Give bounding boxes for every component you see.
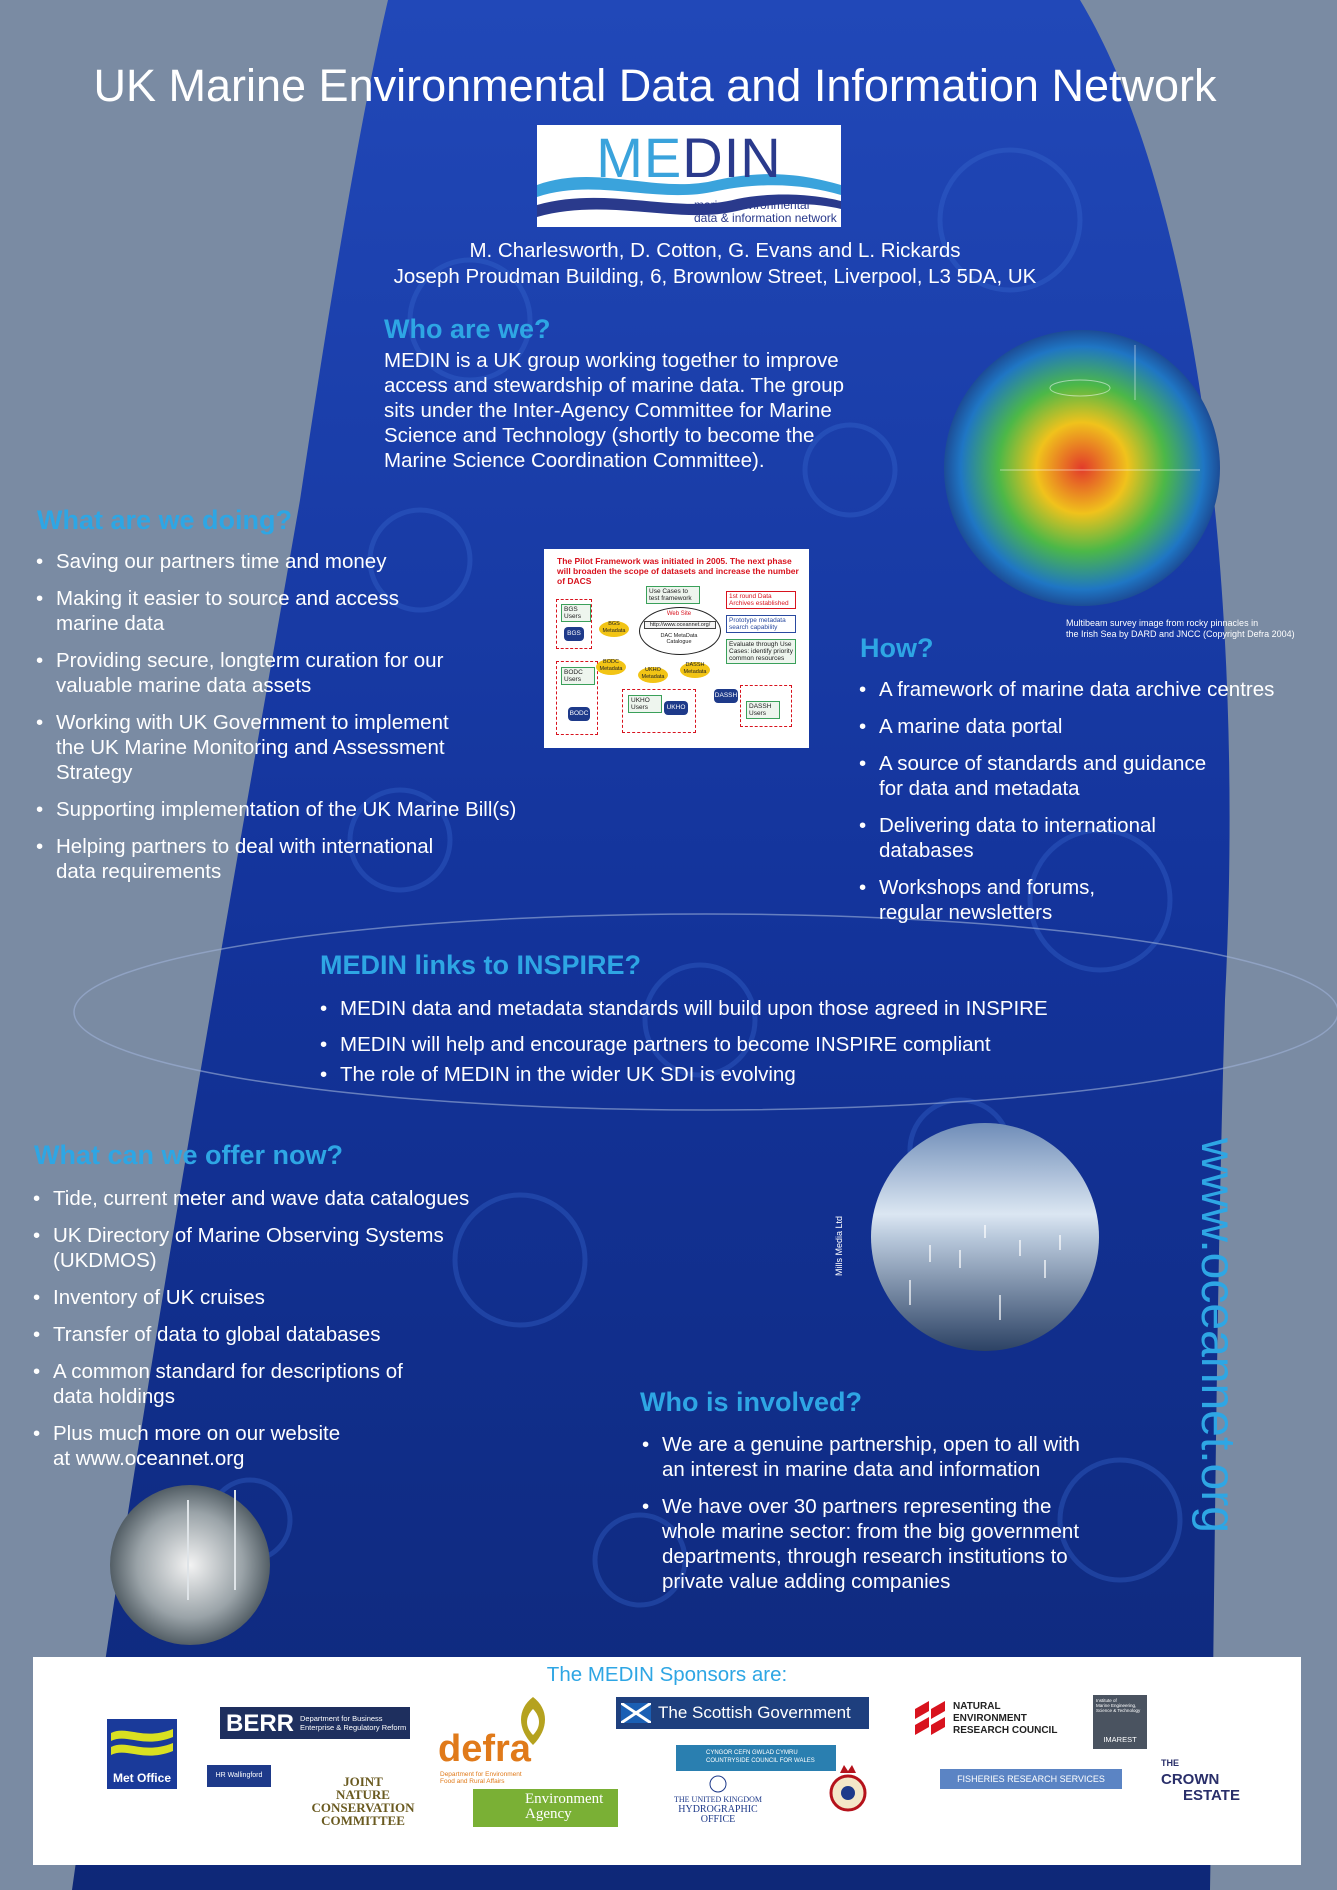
diagram-round-archives: 1st round Data Archives established bbox=[726, 591, 796, 609]
ukho-crest-icon bbox=[708, 1775, 728, 1793]
berr-logo bbox=[220, 1707, 410, 1739]
list-item-line: • Saving our partners time and money bbox=[56, 550, 387, 573]
who-are-we-body bbox=[384, 348, 844, 473]
diagram-web-site: Web Site bbox=[666, 611, 692, 617]
list-item-line: • Delivering data to international bbox=[879, 814, 1156, 837]
who-are-we-line: Science and Technology (shortly to become the bbox=[384, 424, 815, 447]
list-item-line: • UK Directory of Marine Observing Systems bbox=[53, 1224, 444, 1247]
defra-logo bbox=[438, 1695, 558, 1785]
list-item bbox=[857, 751, 1317, 801]
ukho-line: THE UNITED KINGDOM bbox=[674, 1795, 762, 1804]
sponsors-panel bbox=[33, 1657, 1301, 1865]
list-item-line: • Inventory of UK cruises bbox=[53, 1286, 265, 1309]
logo-din: DIN bbox=[682, 126, 782, 189]
diagram-bgs-metadata: BGS Metadata bbox=[599, 621, 629, 637]
list-item-line: whole marine sector: from the big government bbox=[662, 1520, 1080, 1543]
list-item bbox=[34, 797, 574, 822]
who-are-we-line: MEDIN is a UK group working together to improve bbox=[384, 349, 839, 372]
scottish-government-label: The Scottish Government bbox=[658, 1703, 851, 1722]
nerc-line: ENVIRONMENT bbox=[953, 1713, 1027, 1724]
list-item bbox=[640, 1432, 1200, 1482]
list-item-line: • Helping partners to deal with international bbox=[56, 835, 434, 858]
defra-label: defra bbox=[438, 1728, 531, 1770]
imarest-line: Science & Technology bbox=[1096, 1708, 1141, 1713]
multibeam-caption bbox=[1066, 618, 1295, 640]
environment-agency-label bbox=[525, 1792, 603, 1822]
offer-list bbox=[31, 1186, 571, 1483]
list-item-line: • Transfer of data to global databases bbox=[53, 1323, 381, 1346]
list-item-line: at www.oceannet.org bbox=[53, 1447, 245, 1470]
wave-icon bbox=[107, 1719, 177, 1769]
jncc-line: JOINT bbox=[343, 1774, 383, 1789]
diagram-bgs: BGS bbox=[564, 627, 584, 641]
ccw-logo: CYNGOR CEFN GWLAD CYMRU COUNTRYSIDE COUNCIL FOR WALES bbox=[676, 1745, 836, 1771]
list-item bbox=[31, 1421, 571, 1471]
royal-navy-crest bbox=[828, 1763, 868, 1813]
jncc-line: CONSERVATION bbox=[311, 1800, 415, 1815]
berr-sub-line: Department for Business bbox=[300, 1714, 383, 1723]
list-item: • The role of MEDIN in the wider UK SDI is evolving bbox=[318, 1062, 1198, 1087]
list-item-line: (UKDMOS) bbox=[53, 1249, 157, 1272]
involved-heading: Who is involved? bbox=[640, 1387, 863, 1417]
list-item-line: an interest in marine data and information bbox=[662, 1458, 1041, 1481]
windfarm-credit: Mills Media Ltd bbox=[834, 1215, 844, 1276]
author-address: Joseph Proudman Building, 6, Brownlow Street, Liverpool, L3 5DA, UK bbox=[393, 265, 1037, 288]
multibeam-caption-line2: the Irish Sea by DARD and JNCC (Copyright Defra 2004) bbox=[1066, 629, 1295, 639]
list-item bbox=[34, 834, 574, 884]
diagram-bgs-users: BGS Users bbox=[561, 604, 591, 622]
involved-list bbox=[640, 1432, 1200, 1606]
diagram-bodc: BODC bbox=[568, 707, 590, 721]
list-item-line: • A framework of marine data archive centres bbox=[879, 678, 1275, 701]
defra-sub-line: Department for Environment bbox=[440, 1771, 522, 1778]
who-are-we-heading: Who are we? bbox=[384, 314, 551, 344]
nerc-line: RESEARCH COUNCIL bbox=[953, 1725, 1058, 1736]
imarest-label: IMAREST bbox=[1103, 1735, 1137, 1744]
diagram-ukho-users: UKHO Users bbox=[628, 695, 662, 713]
how-list bbox=[857, 677, 1317, 937]
list-item-line: • Working with UK Government to implement bbox=[56, 711, 449, 734]
list-item-line: • A common standard for descriptions of bbox=[53, 1360, 403, 1383]
what-doing-heading: What are we doing? bbox=[37, 505, 293, 535]
nerc-line: NATURAL bbox=[953, 1701, 1001, 1712]
sponsors-title: The MEDIN Sponsors are: bbox=[546, 1663, 788, 1686]
berr-sub-line: Enterprise & Regulatory Reform bbox=[300, 1723, 407, 1732]
nerc-logo bbox=[913, 1699, 1063, 1749]
diagram-title: The Pilot Framework was initiated in 2005. The next phase will broaden the scope of datasets and increase the number of DACS bbox=[557, 556, 799, 586]
list-item bbox=[31, 1223, 571, 1273]
multibeam-caption-line1: Multibeam survey image from rocky pinnacles in bbox=[1066, 618, 1259, 628]
list-item bbox=[31, 1285, 571, 1310]
berr-subtitle bbox=[300, 1714, 406, 1732]
list-item-line: • Tide, current meter and wave data catalogues bbox=[53, 1187, 470, 1210]
environment-agency-logo bbox=[473, 1789, 618, 1827]
page-title: UK Marine Environmental Data and Information Network bbox=[93, 60, 1217, 111]
list-item-line: the UK Marine Monitoring and Assessment bbox=[56, 736, 445, 759]
list-item-line: private value adding companies bbox=[662, 1570, 951, 1593]
list-item-line: for data and metadata bbox=[879, 777, 1080, 800]
list-item-line: • Plus much more on our website bbox=[53, 1422, 341, 1445]
list-item-line: • Supporting implementation of the UK Marine Bill(s) bbox=[56, 798, 517, 821]
authors-block bbox=[0, 238, 1337, 290]
what-doing-list bbox=[34, 549, 574, 896]
list-item bbox=[857, 875, 1317, 925]
jncc-logo bbox=[308, 1775, 418, 1827]
list-item bbox=[34, 586, 574, 636]
list-item-line: • Making it easier to source and access bbox=[56, 587, 399, 610]
defra-sub-line: Food and Rural Affairs bbox=[440, 1778, 505, 1785]
imarest-line: Marine Engineering, bbox=[1096, 1703, 1137, 1708]
crown-estate-crown: CROWN bbox=[1161, 1771, 1220, 1788]
list-item bbox=[857, 813, 1317, 863]
met-office-label: Met Office bbox=[112, 1771, 171, 1785]
imarest-line: Institute of bbox=[1096, 1698, 1117, 1703]
list-item-line: databases bbox=[879, 839, 974, 862]
crown-estate-logo bbox=[1161, 1753, 1241, 1803]
who-are-we-line: Marine Science Coordination Committee). bbox=[384, 449, 765, 472]
list-item bbox=[857, 714, 1317, 739]
offer-heading: What can we offer now? bbox=[34, 1140, 344, 1170]
list-item-line: • A source of standards and guidance bbox=[879, 752, 1207, 775]
website-url[interactable]: www.oceannet.org bbox=[1191, 1138, 1244, 1533]
ukho-line: HYDROGRAPHIC OFFICE bbox=[678, 1804, 758, 1825]
list-item-line: data holdings bbox=[53, 1385, 175, 1408]
list-item-line: regular newsletters bbox=[879, 901, 1053, 924]
diagram-bodc-metadata: BODC Metadata bbox=[596, 659, 626, 675]
list-item-line: data requirements bbox=[56, 860, 222, 883]
diagram-ukho-metadata: UKHO Metadata bbox=[638, 667, 668, 683]
imarest-logo bbox=[1093, 1695, 1147, 1749]
list-item bbox=[34, 549, 574, 574]
hr-wallingford-logo: HR Wallingford bbox=[207, 1765, 271, 1787]
ea-line: Agency bbox=[525, 1806, 572, 1822]
who-are-we-line: access and stewardship of marine data. The group bbox=[384, 374, 844, 397]
list-item bbox=[31, 1186, 571, 1211]
diagram-prototype: Prototype metadata search capability bbox=[726, 615, 796, 633]
list-item-line: valuable marine data assets bbox=[56, 674, 312, 697]
list-item-line: • We have over 30 partners representing the bbox=[662, 1495, 1052, 1518]
crown-estate-the: THE bbox=[1161, 1758, 1179, 1768]
how-heading: How? bbox=[860, 633, 934, 663]
list-item bbox=[34, 710, 574, 785]
list-item-line: marine data bbox=[56, 612, 165, 635]
who-are-we-line: sits under the Inter-Agency Committee for Marine bbox=[384, 399, 832, 422]
ea-line: Environment bbox=[525, 1791, 604, 1807]
scottish-government-logo bbox=[616, 1697, 869, 1729]
nerc-label bbox=[953, 1701, 1057, 1737]
list-item bbox=[640, 1494, 1200, 1594]
diagram-url: http://www.oceannet.org/ bbox=[644, 621, 716, 629]
list-item-line: • A marine data portal bbox=[879, 715, 1063, 738]
author-names: M. Charlesworth, D. Cotton, G. Evans and L. Rickards bbox=[469, 239, 961, 262]
logo-subtitle-line1: marine environmental bbox=[694, 198, 810, 212]
list-item: • MEDIN data and metadata standards will build upon those agreed in INSPIRE bbox=[318, 996, 1198, 1021]
medin-logo bbox=[537, 125, 841, 227]
pilot-framework-diagram bbox=[544, 549, 809, 748]
jncc-line: NATURE bbox=[336, 1787, 390, 1802]
list-item-line: • Workshops and forums, bbox=[879, 876, 1096, 899]
fisheries-research-services-logo: FISHERIES RESEARCH SERVICES bbox=[940, 1769, 1122, 1789]
inspire-list bbox=[318, 996, 1198, 1099]
diagram-bodc-users: BODC Users bbox=[561, 667, 595, 685]
ukho-logo bbox=[663, 1775, 773, 1825]
list-item: • MEDIN will help and encourage partners to become INSPIRE compliant bbox=[318, 1032, 1198, 1057]
list-item bbox=[857, 677, 1317, 702]
diagram-catalogue: DAC MetaData Catalogue bbox=[660, 633, 698, 645]
logo-subtitle-line2: data & information network bbox=[694, 211, 837, 225]
list-item-line: Strategy bbox=[56, 761, 133, 784]
crest-icon bbox=[828, 1763, 868, 1813]
diagram-dassh-metadata: DASSH Metadata bbox=[680, 662, 710, 678]
logo-me: ME bbox=[596, 126, 683, 189]
logo-subtitle bbox=[694, 199, 837, 225]
crown-estate-estate: ESTATE bbox=[1183, 1787, 1240, 1804]
met-office-logo bbox=[107, 1719, 177, 1789]
saltire-icon bbox=[621, 1703, 651, 1723]
berr-label: BERR bbox=[226, 1710, 295, 1737]
list-item bbox=[34, 648, 574, 698]
diagram-ukho: UKHO bbox=[664, 701, 688, 715]
list-item bbox=[31, 1359, 571, 1409]
logo-wordmark bbox=[537, 125, 841, 190]
diagram-use-cases: Use Cases to test framework bbox=[646, 586, 700, 604]
list-item-line: • Providing secure, longterm curation for our bbox=[56, 649, 444, 672]
diagram-dassh-users: DASSH Users bbox=[746, 701, 780, 719]
diagram-dassh: DASSH bbox=[714, 689, 738, 703]
nerc-icon bbox=[913, 1699, 947, 1743]
inspire-heading: MEDIN links to INSPIRE? bbox=[320, 950, 642, 980]
defra-subtitle bbox=[440, 1771, 522, 1785]
jncc-line: COMMITTEE bbox=[321, 1813, 405, 1828]
list-item bbox=[31, 1322, 571, 1347]
list-item-line: • We are a genuine partnership, open to all with bbox=[662, 1433, 1080, 1456]
list-item-line: departments, through research institutions to bbox=[662, 1545, 1068, 1568]
imarest-subtitle bbox=[1096, 1698, 1140, 1713]
diagram-evaluate: Evaluate through Use Cases: identify priority common resources bbox=[726, 639, 796, 664]
